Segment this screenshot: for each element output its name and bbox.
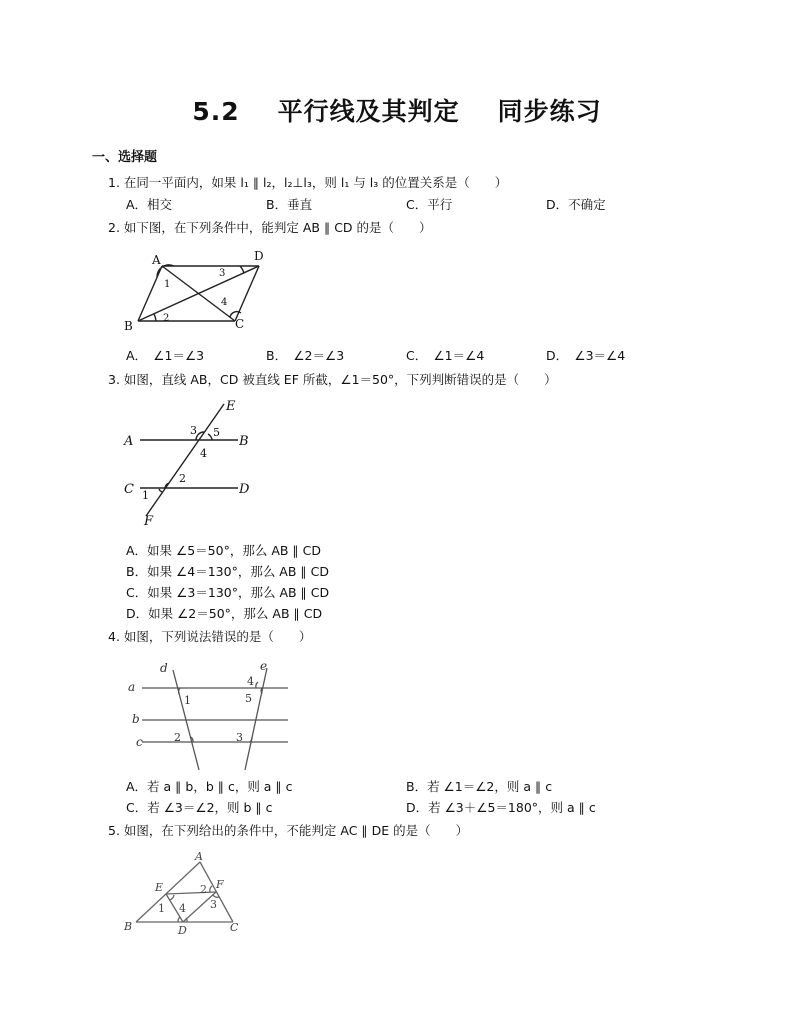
q3-angle-5: 5	[213, 426, 220, 439]
q2-label-A: A	[152, 253, 161, 267]
q3-angle-1: 1	[142, 489, 149, 502]
q3-label-B: B	[239, 434, 249, 449]
q4-option-b[interactable]: B．若 ∠1＝∠2，则 a ∥ c	[406, 779, 553, 794]
q4-figure	[122, 658, 297, 770]
q3-figure	[118, 394, 268, 532]
q5-figure	[120, 846, 250, 938]
q2-label-C: C	[235, 317, 245, 331]
q5-label-C: C	[230, 921, 239, 934]
q5-angle-1: 1	[158, 902, 165, 915]
q4-stem: 4. 如图，下列说法错误的是（ ）	[108, 629, 312, 644]
q2-angle-1: 1	[164, 279, 171, 290]
q4-option-d[interactable]: D．若 ∠3＋∠5＝180°，则 a ∥ c	[406, 800, 596, 815]
q2-stem: 2. 如下图，在下列条件中，能判定 AB ∥ CD 的是（ ）	[108, 220, 432, 235]
q5-label-F: F	[216, 878, 224, 891]
q1-option-c[interactable]: C．平行	[406, 197, 453, 212]
q3-option-c[interactable]: C．如果 ∠3＝130°，那么 AB ∥ CD	[126, 585, 330, 600]
q5-angle-2: 2	[200, 883, 207, 896]
q2-angle-3: 3	[219, 268, 226, 279]
q2-label-B: B	[124, 319, 133, 333]
q3-label-E: E	[226, 399, 236, 414]
title-sub: 同步练习	[497, 97, 602, 126]
q2-option-a[interactable]: A． ∠1＝∠3	[126, 348, 205, 363]
q4-label-d: d	[160, 661, 168, 675]
q2-angle-4: 4	[221, 297, 228, 308]
q5-label-E: E	[155, 881, 164, 894]
q5-label-D: D	[178, 924, 187, 937]
q4-angle-1: 1	[184, 694, 191, 707]
q3-label-C: C	[124, 482, 134, 497]
q2-option-d[interactable]: D． ∠3＝∠4	[546, 348, 626, 363]
page-title	[0, 92, 794, 128]
q5-angle-4: 4	[179, 902, 186, 915]
q5-label-B: B	[124, 920, 133, 933]
q3-label-F: F	[144, 514, 154, 529]
q4-option-a[interactable]: A．若 a ∥ b，b ∥ c，则 a ∥ c	[126, 779, 293, 794]
q2-angle-2: 2	[163, 313, 170, 324]
q3-angle-4: 4	[200, 447, 207, 460]
q4-option-c[interactable]: C．若 ∠3＝∠2，则 b ∥ c	[126, 800, 273, 815]
q4-label-e: e	[260, 659, 268, 673]
q5-stem: 5. 如图，在下列给出的条件中，不能判定 AC ∥ DE 的是（ ）	[108, 823, 469, 838]
q3-option-a[interactable]: A．如果 ∠5＝50°，那么 AB ∥ CD	[126, 543, 321, 558]
section-heading: 一、选择题	[92, 150, 158, 165]
q4-angle-4: 4	[247, 675, 254, 688]
q3-angle-2: 2	[179, 472, 186, 485]
q4-label-c: c	[136, 735, 143, 749]
q5-label-A: A	[195, 850, 203, 863]
q1-option-a[interactable]: A．相交	[126, 197, 173, 212]
q4-label-b: b	[132, 712, 140, 726]
q3-angle-3: 3	[190, 424, 197, 437]
q3-option-b[interactable]: B．如果 ∠4＝130°，那么 AB ∥ CD	[126, 564, 329, 579]
q3-option-d[interactable]: D．如果 ∠2＝50°，那么 AB ∥ CD	[126, 606, 323, 621]
q4-label-a: a	[128, 680, 136, 694]
q3-label-A: A	[124, 434, 134, 449]
q4-angle-2: 2	[174, 731, 181, 744]
q1-option-d[interactable]: D．不确定	[546, 197, 606, 212]
q2-label-D: D	[254, 249, 264, 263]
q5-angle-3: 3	[210, 898, 217, 911]
q1-option-b[interactable]: B．垂直	[266, 197, 313, 212]
q4-angle-3: 3	[236, 731, 243, 744]
q2-figure	[118, 246, 278, 336]
q3-label-D: D	[239, 482, 250, 497]
q2-option-c[interactable]: C． ∠1＝∠4	[406, 348, 485, 363]
q1-stem: 1. 在同一平面内，如果 l₁ ∥ l₂，l₂⊥l₃，则 l₁ 与 l₃ 的位置关系是（ ）	[108, 175, 508, 190]
q4-angle-5: 5	[245, 692, 252, 705]
title-main: 平行线及其判定	[277, 97, 460, 126]
q2-option-b[interactable]: B． ∠2＝∠3	[266, 348, 345, 363]
q3-stem: 3. 如图，直线 AB，CD 被直线 EF 所截，∠1＝50°，下列判断错误的是（ ）	[108, 372, 557, 387]
title-number: 5.2	[192, 97, 240, 126]
